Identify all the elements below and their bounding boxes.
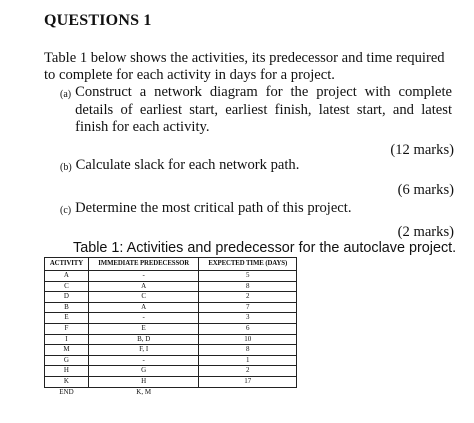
question-c-text: Determine the most critical path of this project. bbox=[75, 200, 352, 216]
question-a-letter: (a) bbox=[60, 89, 72, 100]
question-c-marks: (2 marks) bbox=[397, 224, 454, 240]
table-row bbox=[45, 292, 297, 303]
table-row bbox=[45, 323, 297, 334]
table-row bbox=[45, 376, 297, 387]
cell-activity: END bbox=[59, 387, 74, 396]
cell-predecessor: E bbox=[88, 323, 199, 334]
table-end-row bbox=[45, 387, 297, 397]
cell-activity: A bbox=[45, 271, 89, 282]
cell-predecessor: - bbox=[88, 313, 199, 324]
table-row bbox=[45, 334, 297, 345]
question-c bbox=[60, 200, 452, 220]
cell-predecessor: B, D bbox=[88, 334, 199, 345]
cell-expected-time: 10 bbox=[199, 334, 297, 345]
question-b-text: Calculate slack for each network path. bbox=[75, 157, 300, 173]
table-row bbox=[45, 271, 297, 282]
cell-expected-time: 1 bbox=[199, 355, 297, 366]
cell-predecessor: H bbox=[88, 376, 199, 387]
header-expected-time: EXPECTED TIME (DAYS) bbox=[199, 258, 297, 271]
cell-expected-time: 8 bbox=[199, 281, 297, 292]
cell-predecessor: - bbox=[88, 355, 199, 366]
question-b bbox=[60, 157, 452, 177]
question-a bbox=[60, 84, 452, 137]
intro-paragraph: Table 1 below shows the activities, its predecessor and time required to complete for each activity in days for a project. bbox=[44, 50, 445, 83]
cell-predecessor: C bbox=[88, 292, 199, 303]
question-a-text: Construct a network diagram for the project with complete details of earliest start, earliest finish, latest start, and latest finish for each activity. bbox=[75, 84, 452, 135]
header-activity: ACTIVITY bbox=[45, 258, 89, 271]
table-row bbox=[45, 281, 297, 292]
cell-expected-time: 8 bbox=[199, 345, 297, 356]
cell-expected-time: 6 bbox=[199, 323, 297, 334]
cell-predecessor: F, I bbox=[88, 345, 199, 356]
cell-predecessor: - bbox=[88, 271, 199, 282]
table-body bbox=[45, 271, 297, 398]
table-row bbox=[45, 345, 297, 356]
cell-predecessor: A bbox=[88, 302, 199, 313]
cell-expected-time: 3 bbox=[199, 313, 297, 324]
table-header-row bbox=[45, 258, 297, 271]
cell-activity: F bbox=[45, 323, 89, 334]
cell-expected-time: 2 bbox=[199, 366, 297, 377]
table-caption: Table 1: Activities and predecessor for the autoclave project. bbox=[73, 240, 457, 256]
header-predecessor: IMMEDIATE PREDECESSOR bbox=[88, 258, 199, 271]
cell-activity: M bbox=[45, 345, 89, 356]
cell-activity: B bbox=[45, 302, 89, 313]
question-b-letter: (b) bbox=[60, 162, 72, 173]
cell-expected-time: 5 bbox=[199, 271, 297, 282]
cell-expected-time bbox=[199, 387, 297, 397]
question-a-marks: (12 marks) bbox=[390, 142, 454, 158]
cell-expected-time: 2 bbox=[199, 292, 297, 303]
cell-expected-time: 17 bbox=[199, 376, 297, 387]
cell-activity: K bbox=[45, 376, 89, 387]
cell-predecessor: A bbox=[88, 281, 199, 292]
cell-predecessor: K, M bbox=[136, 387, 152, 396]
question-b-marks: (6 marks) bbox=[397, 182, 454, 198]
activities-table bbox=[44, 257, 297, 397]
cell-predecessor: G bbox=[88, 366, 199, 377]
cell-expected-time: 7 bbox=[199, 302, 297, 313]
question-c-letter: (c) bbox=[60, 205, 72, 216]
cell-activity: E bbox=[45, 313, 89, 324]
table-row bbox=[45, 313, 297, 324]
question-heading: QUESTIONS 1 bbox=[44, 12, 152, 29]
cell-activity: D bbox=[45, 292, 89, 303]
cell-activity: C bbox=[45, 281, 89, 292]
cell-activity: I bbox=[45, 334, 89, 345]
table-row bbox=[45, 302, 297, 313]
table-row bbox=[45, 355, 297, 366]
table-row bbox=[45, 366, 297, 377]
cell-activity: G bbox=[45, 355, 89, 366]
cell-activity: H bbox=[45, 366, 89, 377]
